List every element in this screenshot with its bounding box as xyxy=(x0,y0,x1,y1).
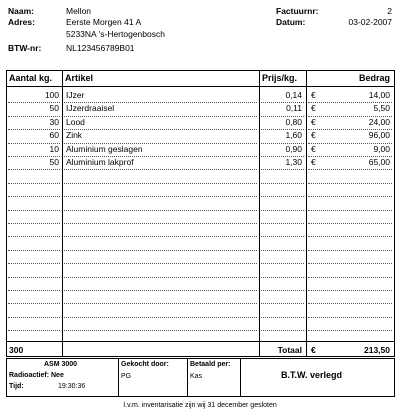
row-separator xyxy=(64,196,257,197)
prijs-cell: 1,30 xyxy=(285,157,302,167)
row-separator xyxy=(64,303,257,304)
currency-cell: € xyxy=(311,130,316,140)
factuurnr-label: Factuurnr: xyxy=(276,6,319,16)
footer-top-border xyxy=(6,358,395,359)
col-header-artikel: Artikel xyxy=(65,73,94,83)
adres-line2: 5233NA 's-Hertogenbosch xyxy=(66,29,165,39)
footer-left-border xyxy=(6,358,7,397)
table-left-border xyxy=(6,70,7,356)
table-bottom-border xyxy=(6,356,395,357)
row-separator xyxy=(64,210,257,211)
row-separator xyxy=(261,210,304,211)
col-header-bedrag: Bedrag xyxy=(358,73,390,83)
table-top-border xyxy=(6,70,395,71)
adres-label: Adres: xyxy=(8,17,35,27)
row-separator xyxy=(308,210,392,211)
betaald-value: Kas xyxy=(190,373,203,380)
artikel-cell: Aluminium lakprof xyxy=(66,157,134,167)
company-name: ASM 3000 xyxy=(44,361,78,368)
row-separator xyxy=(8,169,60,170)
betaald-label: Betaald per: xyxy=(190,361,231,368)
row-separator xyxy=(64,169,257,170)
row-separator xyxy=(8,277,60,278)
btw-verlegd: B.T.W. verlegd xyxy=(281,370,343,380)
row-separator xyxy=(64,277,257,278)
row-separator xyxy=(308,196,392,197)
row-separator xyxy=(261,263,304,264)
btw-value: NL123456789B01 xyxy=(66,43,135,53)
naam-value: Mellon xyxy=(66,6,92,16)
currency-cell: € xyxy=(311,144,316,154)
row-separator xyxy=(308,236,392,237)
row-separator xyxy=(8,317,60,318)
bedrag-cell: 5,50 xyxy=(373,103,390,113)
row-separator xyxy=(308,303,392,304)
aantal-cell: 50 xyxy=(49,103,59,113)
row-separator xyxy=(261,303,304,304)
row-separator xyxy=(261,183,304,184)
row-separator xyxy=(261,250,304,251)
footer-bottom-border xyxy=(6,396,395,397)
aantal-cell: 30 xyxy=(49,117,59,127)
row-separator xyxy=(8,290,60,291)
datum-value: 03-02-2007 xyxy=(348,17,392,27)
row-separator xyxy=(308,223,392,224)
currency-cell: € xyxy=(311,103,316,113)
closing-note: I.v.m. inventarisatie zijn wij 31 december gesloten xyxy=(123,402,277,409)
row-separator xyxy=(8,263,60,264)
aantal-cell: 60 xyxy=(49,130,59,140)
row-separator xyxy=(308,277,392,278)
row-separator xyxy=(261,236,304,237)
gekocht-value: PG xyxy=(121,373,132,380)
prijs-cell: 0,80 xyxy=(285,117,302,127)
row-separator xyxy=(8,250,60,251)
row-separator xyxy=(8,183,60,184)
prijs-cell: 1,60 xyxy=(285,130,302,140)
row-separator xyxy=(64,317,257,318)
col-divider-3 xyxy=(306,70,307,356)
row-separator xyxy=(8,223,60,224)
aantal-cell: 10 xyxy=(49,144,59,154)
bedrag-cell: 14,00 xyxy=(368,90,390,100)
currency-cell: € xyxy=(311,90,316,100)
col-header-aantal: Aantal kg. xyxy=(9,73,53,83)
col-header-prijs: Prijs/kg. xyxy=(262,73,298,83)
footer-divider-1 xyxy=(118,358,119,397)
row-separator xyxy=(261,317,304,318)
btw-label: BTW-nr: xyxy=(8,43,42,53)
naam-label: Naam: xyxy=(8,6,34,16)
aantal-cell: 100 xyxy=(44,90,59,100)
bedrag-cell: 65,00 xyxy=(368,157,390,167)
row-separator xyxy=(308,250,392,251)
adres-line1: Eerste Morgen 41 A xyxy=(66,17,142,27)
header-separator xyxy=(6,86,395,87)
currency-cell: € xyxy=(311,117,316,127)
row-separator xyxy=(308,290,392,291)
tijd-label: Tijd: xyxy=(9,383,24,390)
row-separator xyxy=(261,290,304,291)
artikel-cell: Aluminium geslagen xyxy=(66,144,143,154)
row-separator xyxy=(308,263,392,264)
row-separator xyxy=(64,290,257,291)
prijs-cell: 0,11 xyxy=(286,103,302,113)
table-right-border xyxy=(394,70,395,356)
artikel-cell: IJzer xyxy=(66,90,85,100)
row-separator xyxy=(64,263,257,264)
row-separator xyxy=(64,250,257,251)
totaal-label: Totaal xyxy=(277,345,302,355)
tijd-value: 19:30:36 xyxy=(58,383,86,390)
row-separator xyxy=(64,330,257,331)
radioactief-text: Radioactief: Nee xyxy=(9,372,64,379)
row-separator xyxy=(8,236,60,237)
prijs-cell: 0,14 xyxy=(285,90,302,100)
artikel-cell: IJzerdraaisel xyxy=(66,103,115,113)
col-divider-1 xyxy=(62,70,63,356)
total-quantity: 300 xyxy=(9,345,24,355)
bedrag-cell: 96,00 xyxy=(368,130,390,140)
gekocht-label: Gekocht door: xyxy=(121,361,169,368)
currency-cell: € xyxy=(311,157,316,167)
col-divider-2 xyxy=(259,70,260,356)
row-separator xyxy=(308,183,392,184)
row-separator xyxy=(261,223,304,224)
prijs-cell: 0,90 xyxy=(285,144,302,154)
datum-label: Datum: xyxy=(276,17,306,27)
footer-divider-3 xyxy=(240,358,241,397)
row-separator xyxy=(261,330,304,331)
row-separator xyxy=(8,303,60,304)
factuurnr-value: 2 xyxy=(387,6,392,16)
row-separator xyxy=(261,196,304,197)
row-separator xyxy=(64,183,257,184)
artikel-cell: Lood xyxy=(66,117,85,127)
row-separator xyxy=(261,169,304,170)
row-separator xyxy=(308,330,392,331)
row-separator xyxy=(308,169,392,170)
artikel-cell: Zink xyxy=(66,130,83,140)
row-separator xyxy=(8,196,60,197)
row-separator xyxy=(8,210,60,211)
total-currency: € xyxy=(311,345,316,355)
row-separator xyxy=(64,223,257,224)
total-separator xyxy=(6,341,395,342)
bedrag-cell: 24,00 xyxy=(368,117,390,127)
bedrag-cell: 9,00 xyxy=(373,144,390,154)
row-separator xyxy=(261,277,304,278)
total-amount: 213,50 xyxy=(364,345,390,355)
row-separator xyxy=(64,236,257,237)
row-separator xyxy=(308,317,392,318)
footer-divider-2 xyxy=(187,358,188,397)
footer-right-border xyxy=(394,358,395,397)
aantal-cell: 50 xyxy=(49,157,59,167)
row-separator xyxy=(8,330,60,331)
